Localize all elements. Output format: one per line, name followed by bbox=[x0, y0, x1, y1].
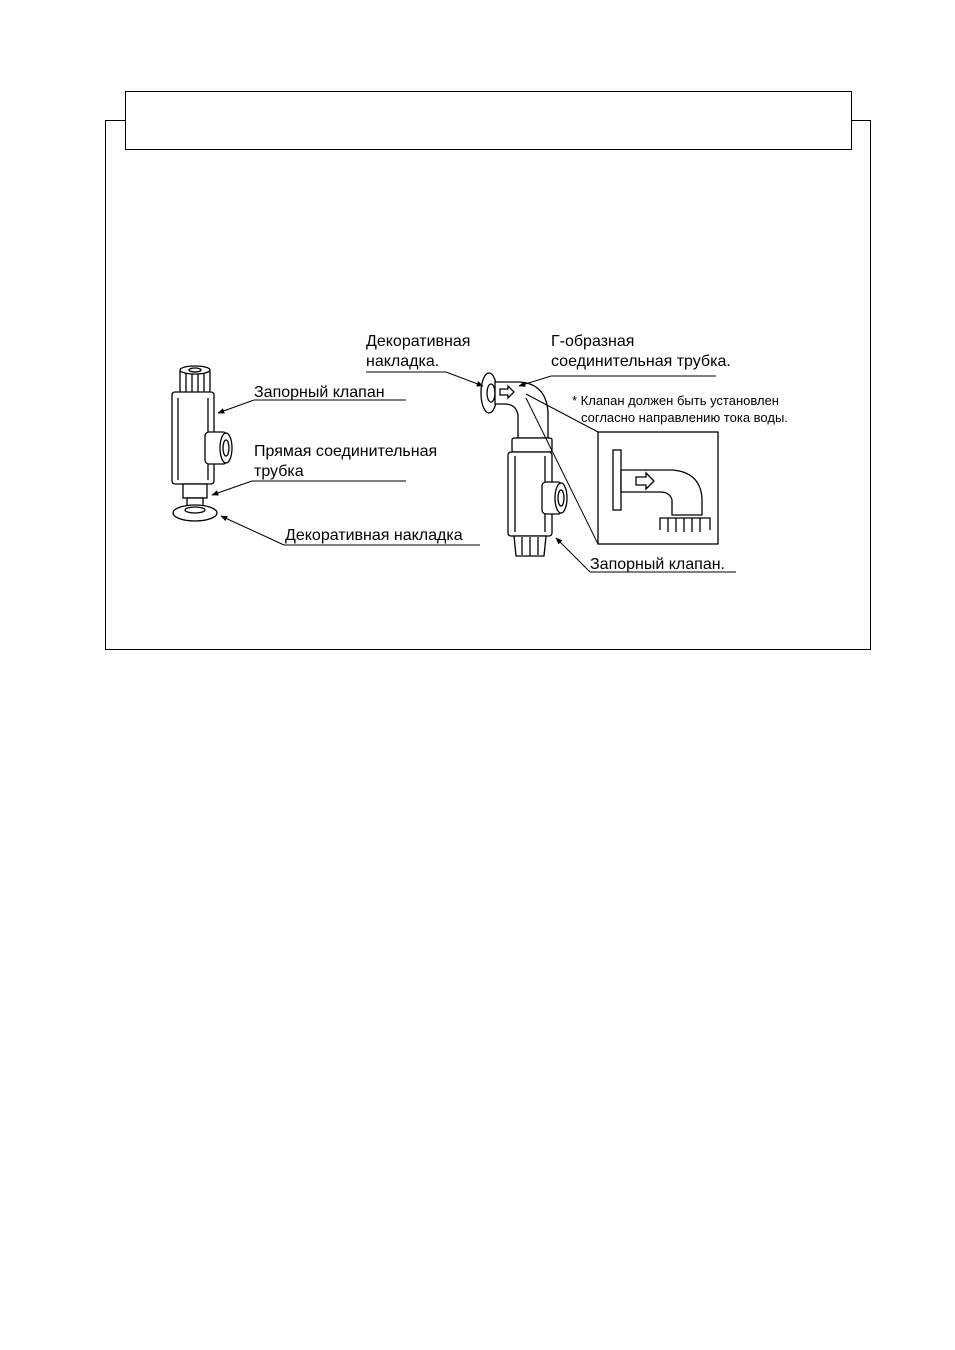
note-line2: согласно направлению тока воды. bbox=[581, 410, 788, 425]
label-decor-cover-right-line1: Декоративная bbox=[366, 333, 471, 350]
left-shutoff-valve-illustration bbox=[172, 366, 232, 521]
note-line1: * Клапан должен быть установлен bbox=[572, 393, 779, 408]
label-shutoff-valve-right: Запорный клапан. bbox=[590, 556, 725, 573]
label-l-pipe-line1: Г-образная bbox=[551, 333, 635, 350]
label-shutoff-valve-left: Запорный клапан bbox=[254, 384, 385, 401]
right-shutoff-valve-illustration bbox=[481, 373, 567, 556]
label-decor-cover-right-line2: накладка. bbox=[366, 353, 440, 370]
label-l-pipe-line2: соединительная трубка. bbox=[551, 353, 731, 370]
label-straight-pipe-line2: трубка bbox=[254, 463, 304, 480]
label-decor-cover-left: Декоративная накладка bbox=[285, 527, 463, 544]
flow-direction-detail-inset bbox=[598, 432, 718, 544]
label-straight-pipe-line1: Прямая соединительная bbox=[254, 443, 438, 460]
